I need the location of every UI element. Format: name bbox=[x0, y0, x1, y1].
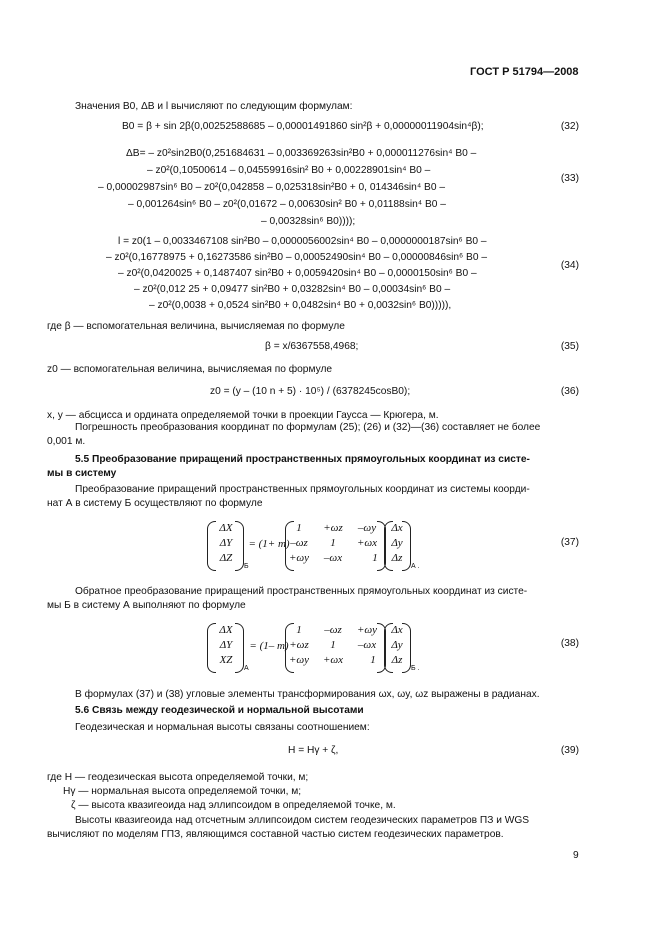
subscript: А . bbox=[411, 563, 420, 570]
equation-number-38: (38) bbox=[560, 638, 579, 649]
matrix-cell: +ωy bbox=[356, 624, 378, 636]
subscript: А bbox=[244, 665, 249, 672]
matrix-cell: –ωy bbox=[357, 522, 377, 534]
equation-number-33: (33) bbox=[560, 173, 579, 184]
formula-34-line: – z0²(0,16778975 + 0,16273586 sin²B0 – 0,00052490sin⁴ B0 – 0,00000846sin⁶ B0 – bbox=[106, 252, 487, 263]
document-header: ГОСТ Р 51794—2008 bbox=[470, 66, 579, 78]
equation-number-36: (36) bbox=[560, 386, 579, 397]
formula-33-line: – z0²(0,10500614 – 0,04559916sin² B0 + 0,00228901sin⁴ B0 – bbox=[147, 165, 431, 176]
vector-cell: ΔX bbox=[219, 624, 233, 636]
vector-cell: ΔY bbox=[219, 639, 233, 651]
matrix-cell: –ωz bbox=[324, 624, 342, 636]
equation-number-39: (39) bbox=[560, 745, 579, 756]
vector-cell: Δy bbox=[391, 537, 403, 549]
matrix-cell: –ωx bbox=[323, 552, 343, 564]
matrix-cell: 1 bbox=[296, 624, 302, 636]
subscript: Б bbox=[244, 563, 249, 570]
scale-factor: = (1+ m) bbox=[248, 538, 290, 550]
formula-35: β = x/6367558,4968; bbox=[265, 341, 359, 352]
formula-36: z0 = (y – (10 n + 5) · 10⁵) / (6378245cosB0); bbox=[210, 386, 411, 397]
matrix-cell: 1 bbox=[372, 552, 378, 564]
zeta-definition: ζ — высота квазигеоида над эллипсоидом в определяемой точке, м. bbox=[71, 800, 396, 811]
formula-33-line: ΔB= – z0²sin2B0(0,251684631 – 0,003369263sin²B0 + 0,000011276sin⁴ B0 – bbox=[126, 148, 477, 159]
vector-cell: Δz bbox=[391, 654, 403, 666]
equation-number-34: (34) bbox=[560, 260, 579, 271]
matrix-cell: 1 bbox=[370, 654, 376, 666]
formula-39: H = Hγ + ζ, bbox=[288, 745, 339, 756]
vector-cell: Δy bbox=[391, 639, 403, 651]
error-paragraph-line: Погрешность преобразования координат по формулам (25); (26) и (32)—(36) составляет не более bbox=[75, 422, 541, 433]
vector-cell: XZ bbox=[219, 654, 233, 666]
beta-definition: где β — вспомогательная величина, вычисляемая по формуле bbox=[47, 321, 345, 332]
vector-cell: ΔY bbox=[219, 537, 233, 549]
matrix-cell: +ωx bbox=[356, 537, 378, 549]
matrix-cell: –ωz bbox=[290, 537, 308, 549]
formula-34-line: – z0²(0,0420025 + 0,1487407 sin²B0 + 0,0059420sin⁴ B0 – 0,0000150sin⁶ B0 – bbox=[118, 268, 477, 279]
matrix-cell: 1 bbox=[330, 537, 336, 549]
formula-34-line: – z0²(0,012 25 + 0,09477 sin²B0 + 0,03282sin⁴ B0 – 0,00034sin⁶ B0 – bbox=[134, 284, 451, 295]
formula-34-line: l = z0(1 – 0,0033467108 sin²B0 – 0,0000056002sin⁴ B0 – 0,0000000187sin⁶ B0 – bbox=[118, 236, 487, 247]
section-5-5-paragraph: нат А в систему Б осуществляют по формуле bbox=[47, 498, 263, 509]
matrix-cell: +ωy bbox=[288, 552, 310, 564]
formula-34-line: – z0²(0,0038 + 0,0524 sin²B0 + 0,0482sin⁴ B0 + 0,0032sin⁶ B0))))), bbox=[149, 300, 452, 311]
vector-cell: Δz bbox=[391, 552, 403, 564]
page-number: 9 bbox=[573, 850, 579, 861]
matrix-cell: 1 bbox=[330, 639, 336, 651]
section-5-5-paragraph: Преобразование приращений пространственных прямоугольных координат из системы коорди- bbox=[75, 484, 530, 495]
matrix-cell: 1 bbox=[296, 522, 302, 534]
intro-text: Значения B0, ΔB и l вычисляют по следующим формулам: bbox=[75, 101, 353, 112]
equation-number-35: (35) bbox=[560, 341, 579, 352]
matrix-cell: –ωx bbox=[357, 639, 377, 651]
matrix-cell: +ωz bbox=[289, 639, 309, 651]
section-5-5-paragraph-2: мы Б в систему А выполняют по формуле bbox=[47, 600, 246, 611]
vector-cell: Δx bbox=[391, 522, 403, 534]
final-paragraph-line: Высоты квазигеоида над отсчетным эллипсоидом систем геодезических параметров ПЗ и WGS bbox=[75, 815, 530, 826]
section-5-6-paragraph: Геодезическая и нормальная высоты связаны соотношением: bbox=[75, 722, 370, 733]
right-paren bbox=[235, 521, 244, 571]
formula-32: B0 = β + sin 2β(0,00252588685 – 0,00001491860 sin²β + 0,00000011904sin⁴β); bbox=[122, 121, 484, 132]
final-paragraph-line: вычисляют по моделям ГПЗ, являющимся составной частью систем геодезических параметров. bbox=[47, 829, 504, 840]
equation-number-32: (32) bbox=[560, 121, 579, 132]
section-5-5-title: 5.5 Преобразование приращений пространственных прямоугольных координат из систе- bbox=[75, 454, 530, 465]
angles-note: В формулах (37) и (38) угловые элементы трансформирования ωx, ωy, ωz выражены в радианах. bbox=[75, 689, 540, 700]
right-paren bbox=[402, 623, 411, 673]
hgamma-definition: Hγ — нормальная высота определяемой точки, м; bbox=[63, 786, 302, 797]
section-5-5-paragraph-2: Обратное преобразование приращений пространственных прямоугольных координат из систе- bbox=[75, 586, 528, 597]
z0-definition: z0 — вспомогательная величина, вычисляемая по формуле bbox=[47, 364, 333, 375]
equation-number-37: (37) bbox=[560, 537, 579, 548]
scale-factor: = (1– m) bbox=[249, 640, 289, 652]
subscript: Б . bbox=[411, 665, 420, 672]
formula-33-line: – 0,001264sin⁶ B0 – z0²(0,01672 – 0,00630sin² B0 + 0,01188sin⁴ B0 – bbox=[128, 199, 446, 210]
section-5-5-title-cont: мы в систему bbox=[47, 468, 117, 479]
error-paragraph-line: 0,001 м. bbox=[47, 436, 86, 447]
matrix-cell: +ωx bbox=[322, 654, 344, 666]
vector-cell: ΔX bbox=[219, 522, 233, 534]
matrix-cell: +ωy bbox=[288, 654, 310, 666]
right-paren bbox=[402, 521, 411, 571]
formula-33-line: – 0,00002987sin⁶ B0 – z0²(0,042858 – 0,025318sin²B0 + 0, 014346sin⁴ B0 – bbox=[98, 182, 446, 193]
vector-cell: ΔZ bbox=[219, 552, 233, 564]
vector-cell: Δx bbox=[391, 624, 403, 636]
section-5-6-title: 5.6 Связь между геодезической и нормальной высотами bbox=[75, 705, 364, 716]
formula-33-line: – 0,00328sin⁶ B0)))); bbox=[261, 216, 356, 227]
right-paren bbox=[235, 623, 244, 673]
matrix-cell: +ωz bbox=[323, 522, 343, 534]
h-definition: где H — геодезическая высота определяемой точки, м; bbox=[47, 772, 309, 783]
xy-definition: x, y — абсцисса и ордината определяемой точки в проекции Гаусса — Крюгера, м. bbox=[47, 410, 439, 421]
